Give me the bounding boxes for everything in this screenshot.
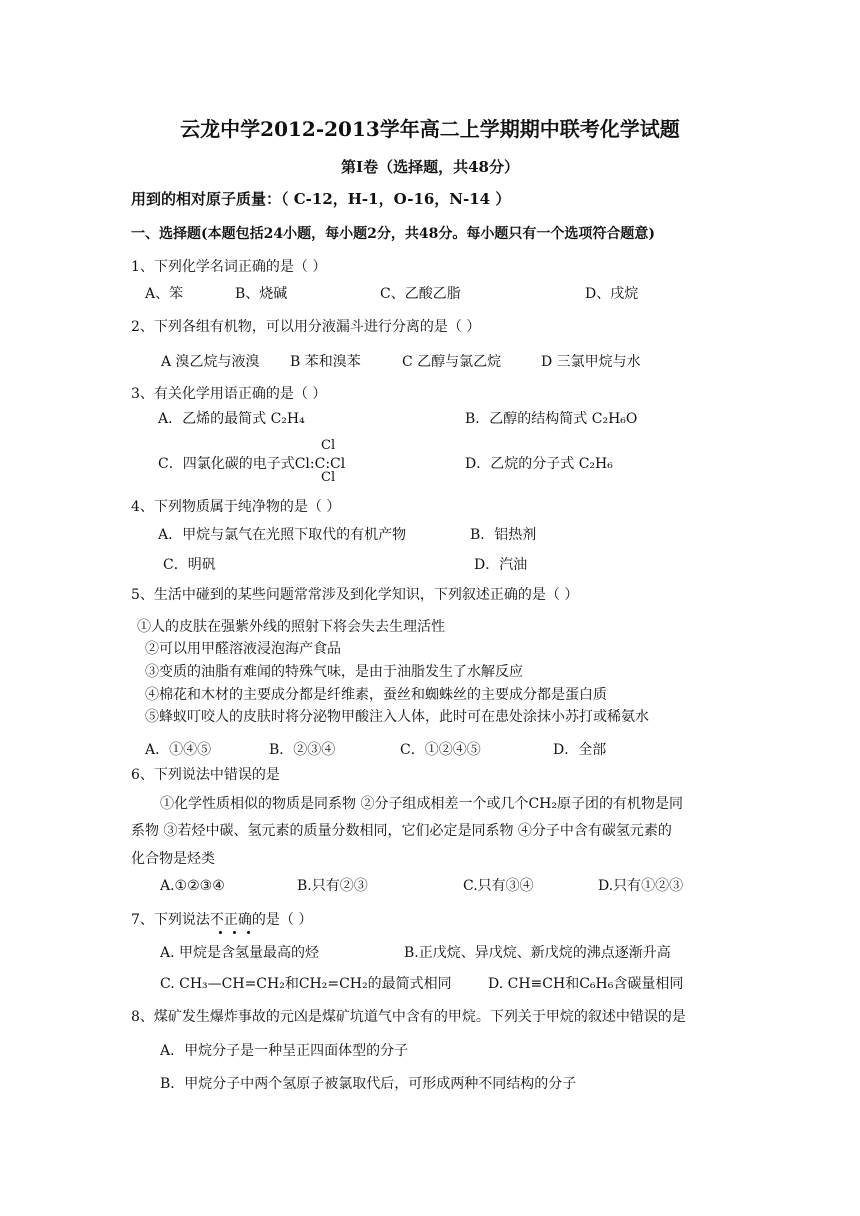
q4-option-c: C．明矾	[163, 557, 216, 573]
q1-option-b: B、烧碱	[235, 286, 288, 302]
q6-body-line-2: 系物 ③若烃中碳、氢元素的质量分数相同，它们必定是同系物 ④分子中含有碳氢元素的	[131, 823, 672, 839]
q5-option-c: C．①②④⑤	[400, 742, 481, 758]
q7-option-b: B.正戊烷、异戊烷、新戊烷的沸点逐渐升高	[404, 945, 671, 961]
q6-option-c: C.只有③④	[463, 878, 534, 894]
atomic-masses-note: 用到的相对原子质量：（ C-12，H-1，O-16，N-14 ）	[131, 190, 511, 208]
q3-electron-formula-bottom-cl: Cl	[321, 470, 336, 485]
q5-option-b: B．②③④	[269, 742, 336, 758]
q3-option-d-formula: C₂H₆	[578, 456, 613, 472]
q4-option-d: D．汽油	[474, 557, 528, 573]
q6-option-b: B.只有②③	[297, 878, 368, 894]
q6-option-d: D.只有①②③	[598, 878, 684, 894]
q3-option-b	[465, 410, 637, 428]
emphasis-dot	[219, 931, 222, 934]
question-5-stem: 5、生活中碰到的某些问题常常涉及到化学知识，下列叙述正确的是（ ）	[131, 587, 579, 603]
question-2-stem: 2、下列各组有机物，可以用分液漏斗进行分离的是（ ）	[131, 319, 481, 335]
q3-option-b-formula: C₂H₆O	[591, 411, 638, 427]
q5-item-3: ③变质的油脂有难闻的特殊气味，是由于油脂发生了水解反应	[145, 664, 523, 680]
q7-option-d: D. CH≡CH和C₆H₆含碳量相同	[488, 976, 684, 992]
q3-option-c-formula: Cl:C:Cl	[294, 456, 346, 472]
q5-option-d: D．全部	[553, 742, 607, 758]
question-4-stem: 4、下列物质属于纯净物的是（ ）	[131, 499, 341, 515]
q3-option-c-text: C．四氯化碳的电子式	[158, 456, 295, 472]
q3-option-d	[465, 455, 613, 473]
q8-option-a: A．甲烷分子是一种呈正四面体型的分子	[160, 1043, 409, 1059]
q7-option-c: C. CH₃—CH=CH₂和CH₂=CH₂的最简式相同	[160, 976, 452, 992]
q7-option-a: A. 甲烷是含氢量最高的烃	[160, 945, 320, 961]
q5-item-2: ②可以用甲醛溶液浸泡海产食品	[145, 641, 341, 657]
q3-electron-formula-top-cl: Cl	[321, 438, 336, 453]
q6-body-line-3: 化合物是烃类	[131, 851, 215, 867]
q4-option-b: B．铝热剂	[470, 527, 537, 543]
q6-option-a: A.①②③④	[160, 878, 225, 894]
question-6-stem: 6、下列说法中错误的是	[131, 767, 280, 783]
q3-option-c	[158, 455, 345, 473]
q2-option-d: D 三氯甲烷与水	[541, 354, 641, 370]
q5-item-5: ⑤蜂蚁叮咬人的皮肤时将分泌物甲酸注入人体，此时可在患处涂抹小苏打或稀氨水	[145, 709, 649, 725]
q4-option-a: A．甲烷与氯气在光照下取代的有机产物	[158, 527, 407, 543]
q1-option-d: D、戌烷	[585, 286, 639, 302]
question-1-stem: 1、下列化学名词正确的是（ ）	[131, 259, 327, 275]
q5-item-4: ④棉花和木材的主要成分都是纤维素，蚕丝和蜘蛛丝的主要成分都是蛋白质	[145, 687, 607, 703]
q1-option-c: C、乙酸乙脂	[380, 286, 461, 302]
q2-option-a: A 溴乙烷与液溴	[161, 354, 260, 370]
part-title: 第Ⅰ卷（选择题，共48分）	[341, 158, 519, 176]
q3-option-a-formula: C₂H₄	[270, 411, 305, 427]
question-8-stem: 8、煤矿发生爆炸事故的元凶是煤矿坑道气中含有的甲烷。下列关于甲烷的叙述中错误的是	[131, 1009, 686, 1025]
emphasis-dot	[233, 931, 236, 934]
page-title: 云龙中学2012-2013学年高二上学期期中联考化学试题	[180, 117, 680, 141]
q6-body-line-1: ①化学性质相似的物质是同系物 ②分子组成相差一个或几个CH₂原子团的有机物是同	[160, 796, 683, 812]
q5-option-a: A．①④⑤	[145, 742, 212, 758]
q2-option-c: C 乙醇与氯乙烷	[402, 354, 502, 370]
question-7-stem: 7、下列说法不正确的是（ ）	[131, 912, 313, 928]
q3-option-b-text: B．乙醇的结构简式	[465, 411, 592, 427]
q1-option-a: A、笨	[145, 286, 184, 302]
q3-option-a-text: A．乙烯的最简式	[158, 411, 271, 427]
q8-option-b: B．甲烷分子中两个氢原子被氯取代后，可形成两种不同结构的分子	[160, 1076, 577, 1092]
emphasis-dot	[247, 931, 250, 934]
q2-option-b: B 苯和溴苯	[290, 354, 361, 370]
q5-item-1: ①人的皮肤在强紫外线的照射下将会失去生理活性	[137, 619, 445, 635]
section-heading: 一、选择题(本题包括24小题，每小题2分，共48分。每小题只有一个选项符合题意)	[131, 226, 655, 242]
question-3-stem: 3、有关化学用语正确的是（ ）	[131, 386, 327, 402]
q3-option-a	[158, 410, 305, 428]
q3-option-d-text: D．乙烷的分子式	[465, 456, 579, 472]
